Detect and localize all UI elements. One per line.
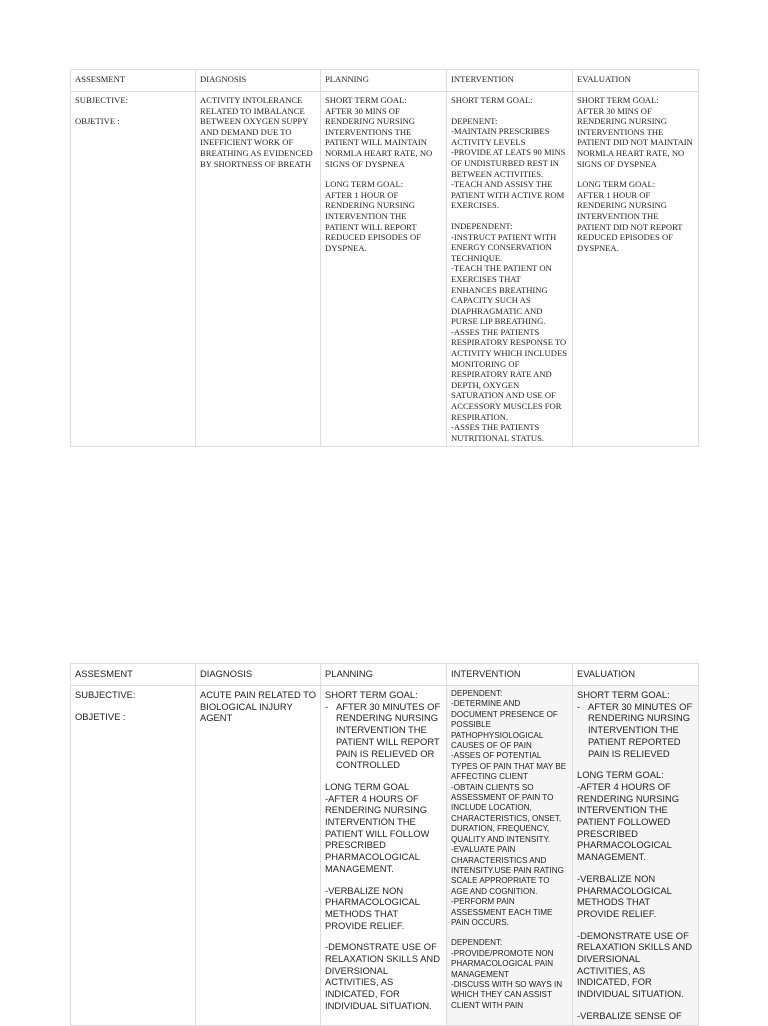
long-term-evaluation: LONG TERM GOAL: AFTER 1 HOUR OF RENDERING NURSING INTERVENTION THE PATIENT DID NOT REPORT REDUCED EPISODES OF DYSPNEA.	[577, 179, 683, 253]
assessment-cell	[71, 686, 196, 1026]
care-plan-table-activity-intolerance	[70, 69, 699, 447]
long-term-goal: LONG TERM GOAL: AFTER 1 HOUR OF RENDERING NURSING INTERVENTION THE PATIENT WILL REPORT REDUCED EPISODES OF DYSPNEA.	[325, 179, 421, 253]
demonstrate-goal: -DEMONSTRATE USE OF RELAXATION SKILLS AND DIVERSIONAL ACTIVITIES, AS INDICATED, FOR INDIVIDUAL SITUATION.	[325, 941, 443, 1011]
dependent-interventions: DEPENDENT: -DETERMINE AND DOCUMENT PRESENCE OF POSSIBLE PATHOPHYSIOLOGICAL CAUSES OF OF PAIN -ASSES OF POTENTIAL TYPES OF PAIN THAT MAY BE AFFECTING CLIENT -OBTAIN CLIENTS SO ASSESSMENT OF PAIN TO INCLUDE LOCATION, CHARACTERISTICS, ONSET, DURATION, FREQUENCY, QUALITY AND INTENSITY. -EVALUATE PAIN CHARACTERISTICS AND INTENSITY.USE PAIN RATING SCALE APPROPRIATE TO AGE AND COGNITION. -PERFORM PAIN ASSESSMENT EACH TIME PAIN OCCURS.	[451, 689, 567, 927]
header-evaluation: EVALUATION	[573, 664, 699, 686]
short-term-evaluation-heading: SHORT TERM GOAL:	[577, 689, 670, 700]
verbalize-evaluation: -VERBALIZE NON PHARMACOLOGICAL METHODS THAT PROVIDE RELIEF.	[577, 872, 675, 919]
verbalize-sense-evaluation: -VERBALIZE SENSE OF	[577, 1009, 682, 1021]
header-intervention: INTERVENTION	[447, 70, 573, 92]
assessment-cell	[71, 92, 196, 447]
header-evaluation: EVALUATION	[573, 70, 699, 92]
header-diagnosis: DIAGNOSIS	[196, 664, 321, 686]
short-term-goal-item: - AFTER 30 MINUTES OF RENDERING NURSING INTERVENTION THE PATIENT WILL REPORT PAIN IS RELIEVED OR CONTROLLED	[325, 701, 442, 771]
subjective-label: SUBJECTIVE:	[75, 95, 128, 105]
intervention-cell	[447, 686, 573, 1026]
header-planning: PLANNING	[321, 664, 447, 686]
independent-interventions: INDEPENDENT: -INSTRUCT PATIENT WITH ENERGY CONSERVATION TECHNIQUE. -TEACH THE PATIENT ON EXERCISES THAT ENHANCES BREATHING CAPACITY SUCH AS DIAPHRAGMATIC AND PURSE LIP BREATHING. -ASSES THE PATIENTS RESPIRATORY RESPONSE TO ACTIVITY WHICH INCLUDES MONITORING OF RESPIRATORY RATE AND DEPTH, OXYGEN SATURATION AND USE OF ACCESSORY MUSCLES FOR RESPIRATION. -ASSES THE PATIENTS NUTRITIONAL STATUS.	[451, 220, 568, 443]
short-term-goal: SHORT TERM GOAL: AFTER 30 MINS OF RENDERING NURSING INTERVENTIONS THE PATIENT WILL MAINTAIN NORMLA HEART RATE, NO SIGNS OF DYSPNEA	[325, 95, 433, 169]
short-term-evaluation: SHORT TERM GOAL: AFTER 30 MINS OF RENDERING NURSING INTERVENTIONS THE PATIENT DID NOT MAINTAIN NORMLA HEART RATE, NO SIGNS OF DYSPNEA	[577, 95, 693, 169]
table-header-row	[71, 664, 699, 686]
header-diagnosis: DIAGNOSIS	[196, 70, 321, 92]
care-plan-table-acute-pain	[70, 663, 699, 1026]
planning-cell	[321, 92, 447, 447]
header-assessment: ASSESMENT	[71, 70, 196, 92]
table-header-row	[71, 70, 699, 92]
long-term-goal: LONG TERM GOAL -AFTER 4 HOURS OF RENDERING NURSING INTERVENTION THE PATIENT WILL FOLLOW PRESCRIBED PHARMACOLOGICAL MANAGEMENT.	[325, 780, 430, 874]
diagnosis-cell: ACUTE PAIN RELATED TO BIOLOGICAL INJURY AGENT	[196, 686, 321, 1026]
dependent-interventions-2: DEPENDENT: -PROVIDE/PROMOTE NON PHARMACOLOGICAL PAIN MANAGEMENT -DISCUSS WITH SO WAYS IN WHICH THEY CAN ASSIST CLIENT WITH PAIN	[451, 938, 563, 1010]
header-planning: PLANNING	[321, 70, 447, 92]
short-term-evaluation-list	[577, 701, 694, 760]
header-intervention: INTERVENTION	[447, 664, 573, 686]
subjective-label: SUBJECTIVE:	[75, 689, 136, 700]
intervention-heading: SHORT TERM GOAL:	[451, 95, 533, 105]
short-term-goal-list	[325, 701, 442, 771]
demonstrate-evaluation: -DEMONSTRATE USE OF RELAXATION SKILLS AND DIVERSIONAL ACTIVITIES, AS INDICATED, FOR INDIVIDUAL SITUATION.	[577, 929, 695, 1000]
table-row	[71, 686, 699, 1026]
diagnosis-cell: ACTIVITY INTOLERANCE RELATED TO IMBALANCE BETWEEN OXYGEN SUPPY AND DEMAND DUE TO INEFFICIENT WORK OF BREATHING AS EVIDENCED BY SHORTNESS OF BREATH	[196, 92, 321, 447]
verbalize-goal: -VERBALIZE NON PHARMACOLOGICAL METHODS THAT PROVIDE RELIEF.	[325, 884, 423, 931]
objective-label: OBJETIVE :	[75, 710, 126, 722]
evaluation-cell	[573, 686, 699, 1026]
planning-cell	[321, 686, 447, 1026]
short-term-goal-heading: SHORT TERM GOAL:	[325, 689, 418, 700]
long-term-evaluation: LONG TERM GOAL: -AFTER 4 HOURS OF RENDERING NURSING INTERVENTION THE PATIENT FOLLOWED PRESCRIBED PHARMACOLOGICAL MANAGEMENT.	[577, 769, 680, 863]
dependent-interventions: DEPENENT: -MAINTAIN PRESCRIBES ACTIVITY LEVELS -PROVIDE AT LEATS 90 MINS OF UNDISTURBED REST IN BETWEEN ACTIVITIES. -TEACH AND ASSISY THE PATIENT WITH ACTIVE ROM EXERCISES.	[451, 115, 566, 211]
short-term-evaluation-item: - AFTER 30 MINUTES OF RENDERING NURSING INTERVENTION THE PATIENT REPORTED PAIN IS RELIEVED	[577, 701, 694, 760]
objective-label: OBJETIVE :	[75, 115, 120, 126]
table-row	[71, 92, 699, 447]
evaluation-cell	[573, 92, 699, 447]
intervention-cell	[447, 92, 573, 447]
header-assessment: ASSESMENT	[71, 664, 196, 686]
